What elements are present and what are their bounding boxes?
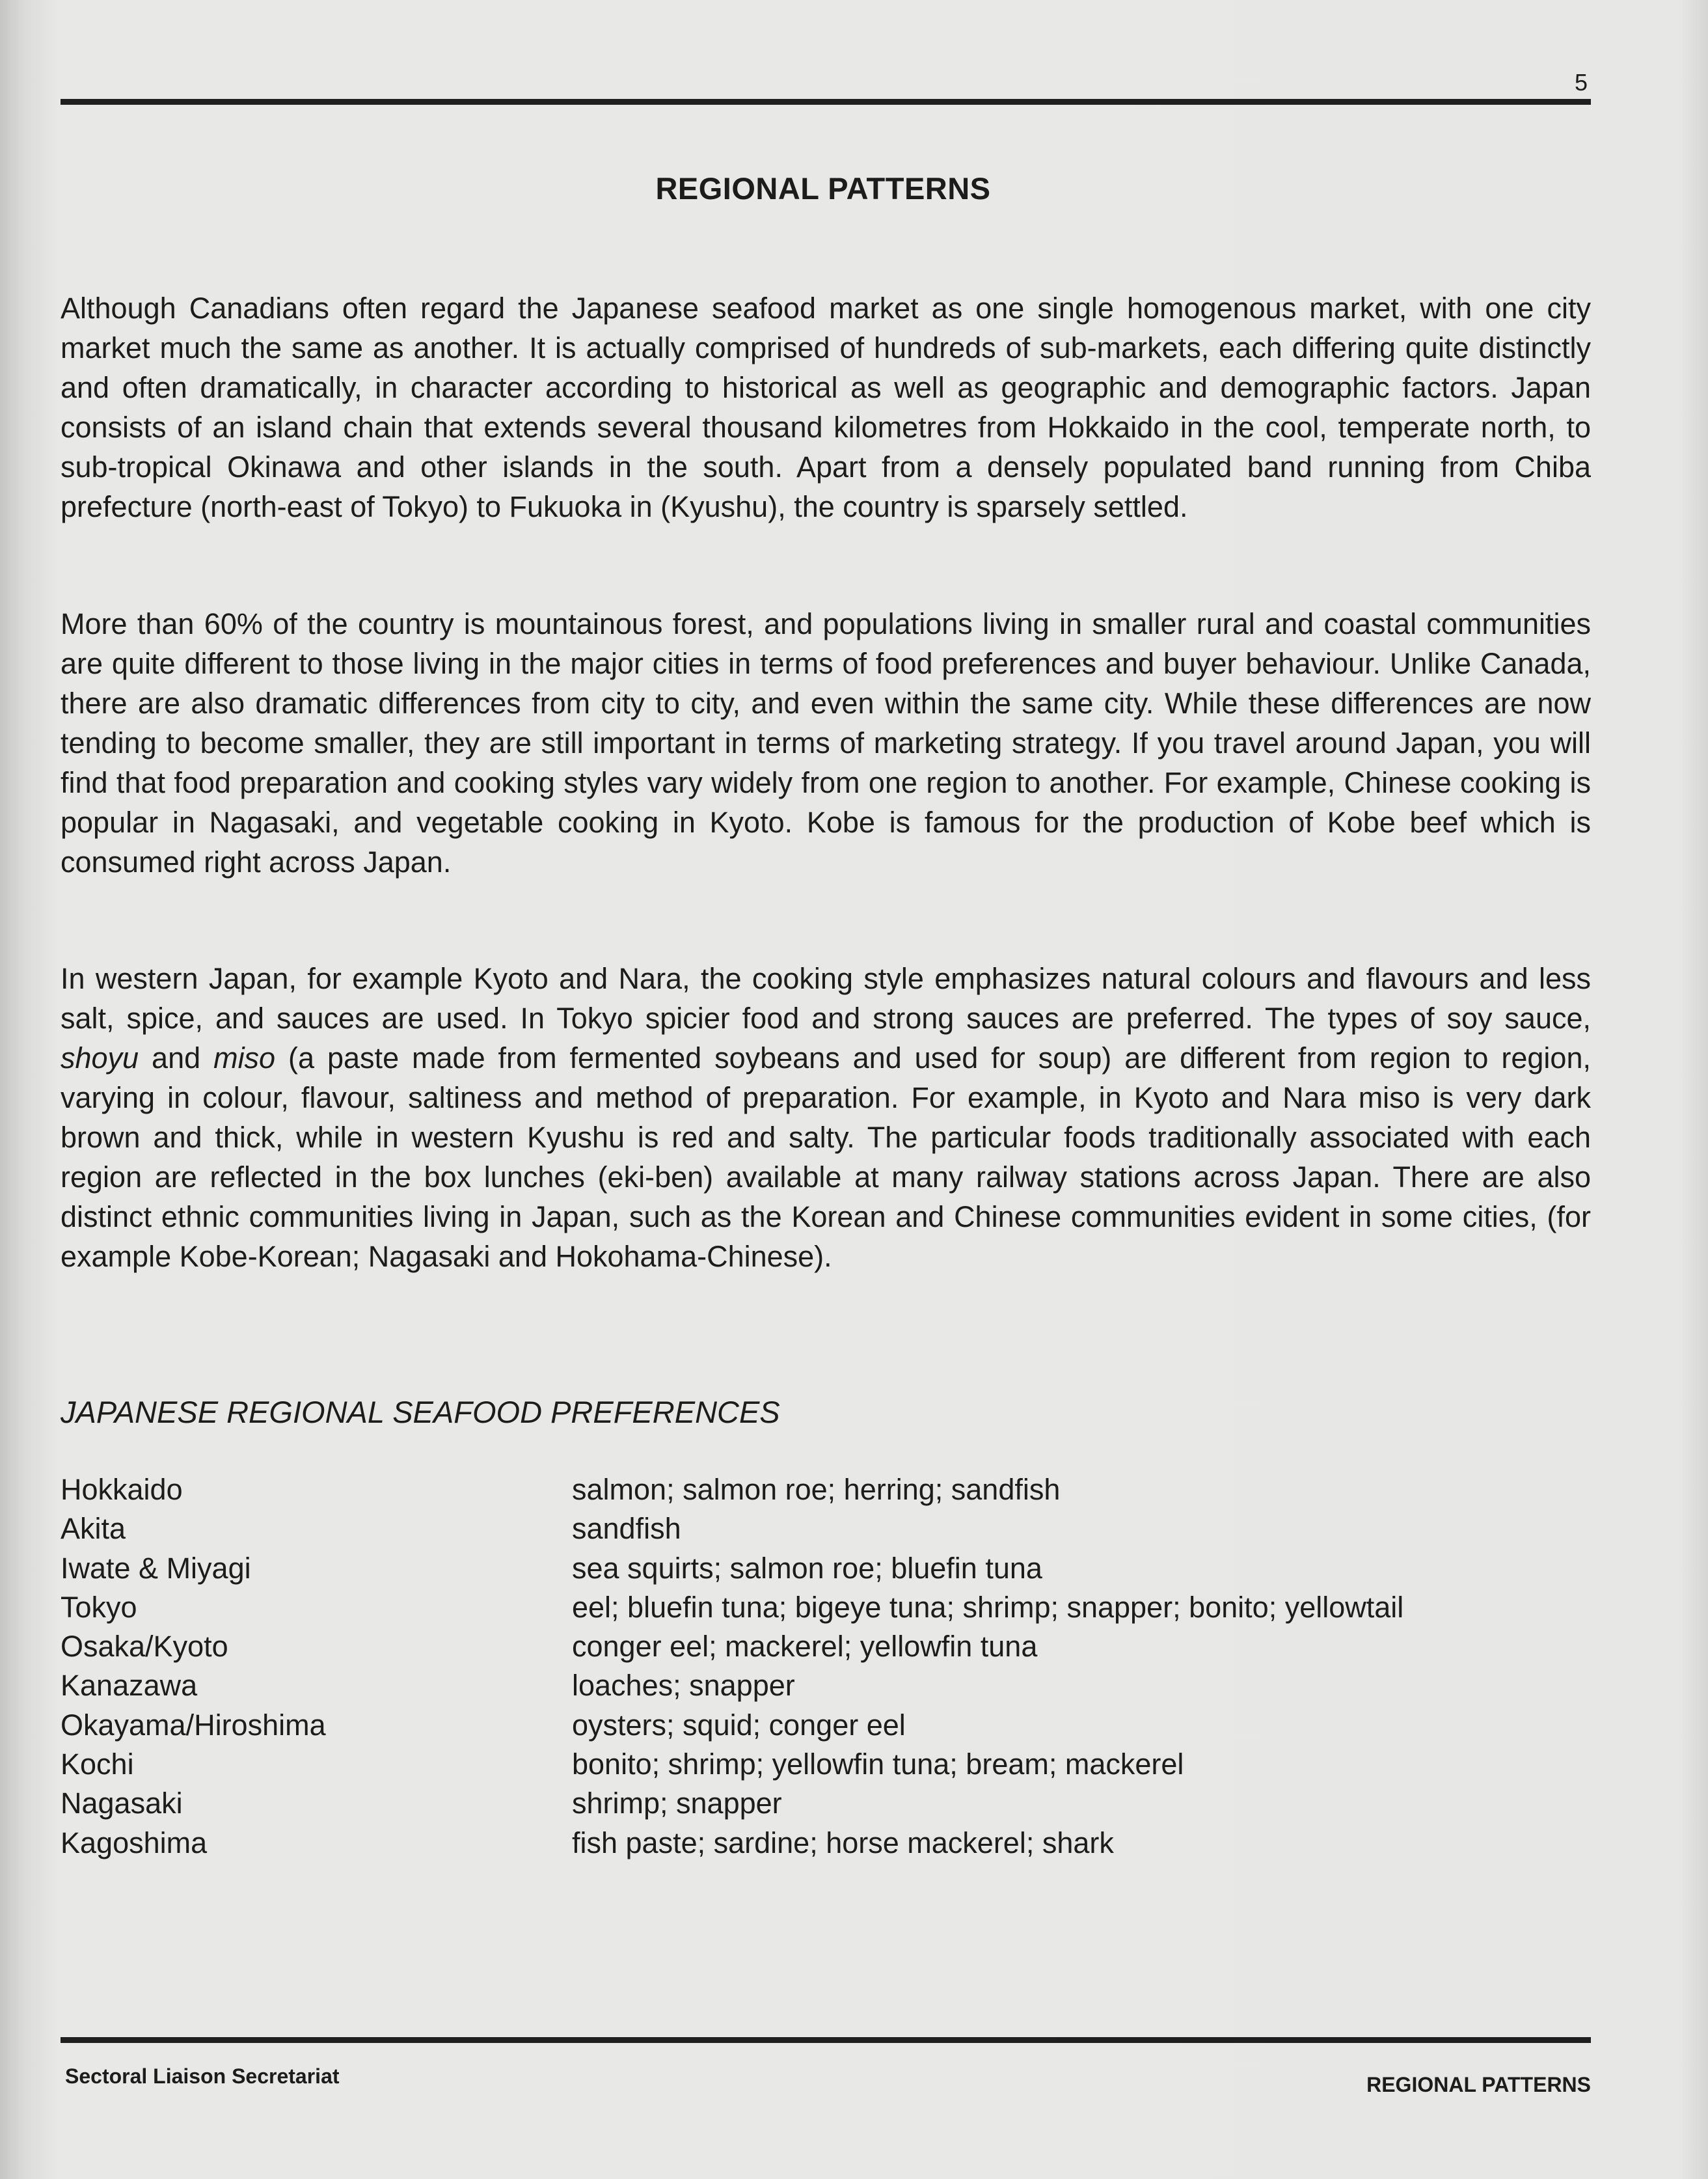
seafood-items: fish paste; sardine; horse mackerel; shark <box>572 1826 1114 1859</box>
region-name: Kochi <box>61 1747 134 1781</box>
region-name: Osaka/Kyoto <box>61 1630 228 1664</box>
term-shoyu: shoyu <box>61 1041 139 1075</box>
seafood-items: eel; bluefin tuna; bigeye tuna; shrimp; snapper; bonito; yellowtail <box>572 1590 1404 1624</box>
list-item <box>61 1473 1591 1512</box>
list-item <box>61 1708 1591 1747</box>
paragraph-cooking-styles <box>61 959 1591 1276</box>
preferences-list <box>61 1473 1591 1865</box>
footer-section-title: REGIONAL PATTERNS <box>1366 2073 1591 2096</box>
page-title: REGIONAL PATTERNS <box>655 171 991 206</box>
region-name: Iwate & Miyagi <box>61 1551 251 1585</box>
header-rule <box>61 99 1591 105</box>
footer-rule <box>61 2037 1591 2043</box>
list-item <box>61 1630 1591 1669</box>
list-item <box>61 1591 1591 1630</box>
seafood-items: bonito; shrimp; yellowfin tuna; bream; mackerel <box>572 1747 1184 1781</box>
region-name: Nagasaki <box>61 1787 183 1820</box>
term-miso: miso <box>213 1041 276 1075</box>
list-item <box>61 1512 1591 1551</box>
page-number: 5 <box>1574 69 1588 96</box>
paragraph-geography: More than 60% of the country is mountainous forest, and populations living in smaller rural and coastal communities are quite different to those living in the major cities in terms of food preferences and buyer behaviour. Unlike Canada, there are also dramatic differences from city to city, and even within the same city. While these differences are now tending to become smaller, they are still important in terms of marketing strategy. If you travel around Japan, you will find that food preparation and cooking styles vary widely from one region to another. For example, Chinese cooking is popular in Nagasaki, and vegetable cooking in Kyoto. Kobe is famous for the production of Kobe beef which is consumed right across Japan. <box>61 607 1591 879</box>
region-name: Okayama/Hiroshima <box>61 1708 326 1742</box>
preferences-heading: JAPANESE REGIONAL SEAFOOD PREFERENCES <box>61 1395 780 1429</box>
paragraph-text: and <box>139 1041 214 1075</box>
region-name: Kagoshima <box>61 1826 208 1859</box>
seafood-items: salmon; salmon roe; herring; sandfish <box>572 1473 1061 1506</box>
seafood-items: sea squirts; salmon roe; bluefin tuna <box>572 1551 1042 1585</box>
region-name: Tokyo <box>61 1590 137 1624</box>
region-name: Kanazawa <box>61 1669 198 1703</box>
paragraph-text: (a paste made from fermented soybeans and used for soup) are different from region to region, varying in colour, flavour, saltiness and method of preparation. For example, in Kyoto and Nara miso is very dark brown and thick, while in western Kyushu is red and salty. The particular foods traditionally associated with each region are reflected in the box lunches (eki-ben) available at many railway stations across Japan. There are also distinct ethnic communities living in Japan, such as the Korean and Chinese communities evident in some cities, (for example Kobe-Korean; Nagasaki and Hokohama-Chinese). <box>61 1041 1591 1273</box>
list-item <box>61 1787 1591 1826</box>
region-name: Hokkaido <box>61 1473 183 1506</box>
list-item <box>61 1552 1591 1591</box>
seafood-items: loaches; snapper <box>572 1669 795 1703</box>
seafood-items: oysters; squid; conger eel <box>572 1708 906 1742</box>
footer-publisher: Sectoral Liaison Secretariat <box>65 2064 340 2088</box>
list-item <box>61 1826 1591 1865</box>
seafood-items: conger eel; mackerel; yellowfin tuna <box>572 1630 1038 1664</box>
seafood-items: sandfish <box>572 1512 681 1546</box>
list-item <box>61 1669 1591 1708</box>
list-item <box>61 1747 1591 1787</box>
paragraph-intro: Although Canadians often regard the Japanese seafood market as one single homogenous market, with one city market much the same as another. It is actually comprised of hundreds of sub-markets, each differing quite distinctly and often dramatically, in character according to historical as well as geographic and demographic factors. Japan consists of an island chain that extends several thousand kilometres from Hokkaido in the cool, temperate north, to sub-tropical Okinawa and other islands in the south. Apart from a densely populated band running from Chiba prefecture (north-east of Tokyo) to Fukuoka in (Kyushu), the country is sparsely settled. <box>61 292 1591 523</box>
paragraph-text: In western Japan, for example Kyoto and Nara, the cooking style emphasizes natural colours and flavours and less salt, spice, and sauces are used. In Tokyo spicier food and strong sauces are preferred. The types of soy sauce, <box>61 962 1591 1035</box>
region-name: Akita <box>61 1512 126 1546</box>
seafood-items: shrimp; snapper <box>572 1787 782 1820</box>
